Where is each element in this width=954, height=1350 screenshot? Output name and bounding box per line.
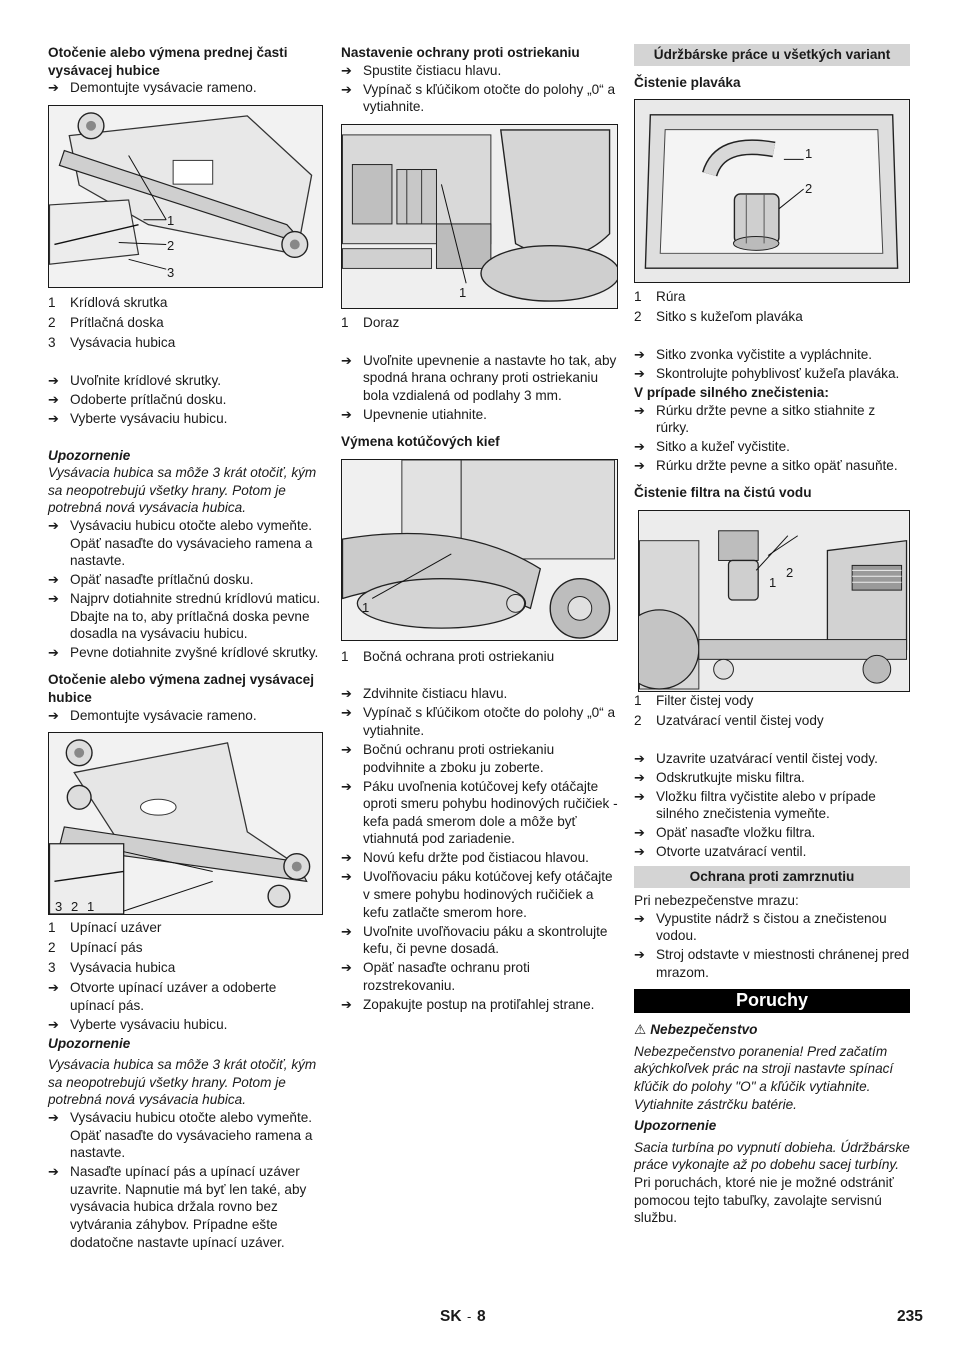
section-band-faults: Poruchy bbox=[634, 989, 910, 1014]
legend-item: 2 Sitko s kužeľom plaváka bbox=[634, 309, 803, 325]
step: ➔ Uvoľnite upevnenie a nastavte ho tak, aby spodná hrana ochrany proti ostriekaniu bola vzdialená od podlahy 3 mm. bbox=[341, 352, 617, 403]
section-title-front-nozzle: Otočenie alebo výmena prednej časti vysávacej hubice bbox=[48, 45, 288, 78]
arrow-icon: ➔ bbox=[341, 778, 352, 794]
footer-section-page: 8 bbox=[477, 1308, 486, 1325]
arrow-icon: ➔ bbox=[634, 844, 645, 860]
arrow-icon: ➔ bbox=[341, 996, 352, 1012]
step: ➔ Páku uvoľnenia kotúčovej kefy otáčajte oproti smeru pohybu hodinových ručičiek - kefa padá smerom dole a môže byť vtiahnutá pod zariadenie. bbox=[341, 778, 618, 847]
arrow-icon: ➔ bbox=[48, 80, 59, 96]
step: ➔ Vypínač s kľúčikom otočte do polohy „0“ a vytiahnite. bbox=[341, 705, 616, 739]
step: ➔ Zopakujte postup na protiľahlej strane. bbox=[341, 996, 595, 1012]
figure-water-filter bbox=[638, 510, 910, 692]
footer-dash: - bbox=[467, 1309, 472, 1324]
subheading-heavy-soiling: V prípade silného znečistenia: bbox=[634, 385, 829, 401]
arrow-icon: ➔ bbox=[634, 402, 645, 418]
callout-1: 1 bbox=[167, 212, 175, 228]
step: ➔ Opäť nasaďte vložku filtra. bbox=[634, 825, 816, 841]
section-title-disc-brushes: Výmena kotúčových kief bbox=[341, 433, 500, 449]
callout-1: 1 bbox=[805, 146, 813, 162]
arrow-icon: ➔ bbox=[634, 439, 645, 455]
arrow-icon: ➔ bbox=[48, 1164, 59, 1180]
step: ➔ Spustite čistiacu hlavu. bbox=[341, 62, 502, 78]
step: ➔ Opäť nasaďte ochranu proti rozstrekovaniu. bbox=[341, 960, 530, 993]
step: ➔ Vložku filtra vyčistite alebo v prípade silného znečistenia vymeňte. bbox=[634, 788, 876, 822]
rear-nozzle-illustration bbox=[49, 733, 322, 914]
water-filter-illustration bbox=[639, 511, 909, 691]
arrow-icon: ➔ bbox=[634, 347, 645, 363]
column-right bbox=[634, 44, 910, 1227]
arrow-icon: ➔ bbox=[48, 1110, 59, 1126]
outro-text: Pri poruchách, ktoré nie je možné odstrániť pomocou tejto tabuľky, zavolajte servisnú službu. bbox=[634, 1175, 894, 1226]
arrow-icon: ➔ bbox=[341, 352, 352, 368]
callout-3: 3 bbox=[167, 264, 175, 280]
step: ➔ Uvoľnite uvoľňovaciu páku a skontrolujte kefu, či pevne dosadá. bbox=[341, 923, 608, 957]
step: ➔ Novú kefu držte pod čistiacou hlavou. bbox=[341, 850, 589, 866]
arrow-icon: ➔ bbox=[341, 960, 352, 976]
arrow-icon: ➔ bbox=[341, 923, 352, 939]
note-text: Vysávacia hubica sa môže 3 krát otočiť, kým sa neopotrebujú všetky hrany. Potom je potrebná nová vysávacia hubica. bbox=[48, 465, 317, 516]
step: ➔ Skontrolujte pohyblivosť kužeľa plaváka. bbox=[634, 366, 900, 382]
note-title: Upozornenie bbox=[48, 1035, 131, 1051]
note-text: Sacia turbína po vypnutí dobieha. Údržbárske práce vykonajte až po dobehu sacej turbíny. bbox=[634, 1139, 910, 1173]
step: ➔ Zdvihnite čistiacu hlavu. bbox=[341, 686, 508, 702]
step: ➔ Uvoľnite krídlové skrutky. bbox=[48, 372, 222, 388]
arrow-icon: ➔ bbox=[634, 769, 645, 785]
step: ➔ Uzavrite uzatvárací ventil čistej vody. bbox=[634, 750, 878, 766]
step: ➔ Sitko zvonka vyčistite a vypláchnite. bbox=[634, 347, 873, 363]
callout-1: 1 bbox=[459, 284, 467, 300]
splash-guard-illustration bbox=[342, 125, 617, 308]
footer-page-number: 235 bbox=[897, 1308, 923, 1325]
arrow-icon: ➔ bbox=[341, 686, 352, 702]
arrow-icon: ➔ bbox=[341, 406, 352, 422]
section-title-water-filter: Čistenie filtra na čistú vodu bbox=[634, 485, 812, 501]
legend-item: 1 Rúra bbox=[634, 289, 686, 305]
note-title: Upozornenie bbox=[634, 1118, 717, 1134]
legend-item: 2 Uzatvárací ventil čistej vody bbox=[634, 712, 824, 728]
arrow-icon: ➔ bbox=[634, 825, 645, 841]
step: ➔ Demontujte vysávacie rameno. bbox=[48, 707, 257, 723]
column-left bbox=[48, 44, 323, 1253]
arrow-icon: ➔ bbox=[634, 947, 645, 963]
note-title: Upozornenie bbox=[48, 447, 131, 463]
legend-item: 1 Doraz bbox=[341, 314, 400, 330]
arrow-icon: ➔ bbox=[48, 372, 59, 388]
callout-1: 1 bbox=[87, 899, 95, 915]
section-title-rear-nozzle: Otočenie alebo výmena zadnej vysávacej hubice bbox=[48, 672, 314, 705]
frost-intro: Pri nebezpečenstve mrazu: bbox=[634, 892, 799, 908]
warning-icon: ⚠ bbox=[634, 1022, 647, 1038]
section-band-maintenance: Údržbárske práce u všetkých variant bbox=[634, 44, 910, 66]
arrow-icon: ➔ bbox=[48, 707, 59, 723]
section-title-splash-guard: Nastavenie ochrany proti ostriekaniu bbox=[341, 45, 580, 60]
step: ➔ Rúrku držte pevne a sitko opäť nasuňte. bbox=[634, 458, 898, 474]
arrow-icon: ➔ bbox=[48, 980, 59, 996]
arrow-icon: ➔ bbox=[634, 458, 645, 474]
arrow-icon: ➔ bbox=[634, 788, 645, 804]
arrow-icon: ➔ bbox=[341, 742, 352, 758]
danger-title: ⚠ Nebezpečenstvo bbox=[634, 1022, 758, 1038]
step: ➔ Rúrku držte pevne a sitko stiahnite z rúrky. bbox=[634, 402, 876, 436]
step: ➔ Vypínač s kľúčikom otočte do polohy „0“ a vytiahnite. bbox=[341, 81, 616, 115]
callout-2: 2 bbox=[805, 181, 813, 197]
arrow-icon: ➔ bbox=[341, 850, 352, 866]
arrow-icon: ➔ bbox=[341, 81, 352, 97]
step: ➔ Nasaďte upínací pás a upínací uzáver uzavrite. Napnutie má byť len také, aby vysávacia hubica držala rovno bez vytvárania záhybov. Prípadne ešte dodatočne nastavte upínací uzáver. bbox=[48, 1164, 307, 1250]
arrow-icon: ➔ bbox=[634, 750, 645, 766]
legend-item: 3 Vysávacia hubica bbox=[48, 960, 176, 976]
step: ➔ Vyberte vysávaciu hubicu. bbox=[48, 410, 228, 426]
step: ➔ Opäť nasaďte prítlačnú dosku. bbox=[48, 572, 254, 588]
arrow-icon: ➔ bbox=[48, 645, 59, 661]
danger-text: Nebezpečenstvo poranenia! Pred začatím akýchkoľvek prác na stroji nastavte spínací kľúčik do polohy "O" a kľúčik vytiahnite. Vytiahnite zástrčku batérie. bbox=[634, 1043, 894, 1112]
legend-item: 2 Upínací pás bbox=[48, 940, 143, 956]
step: ➔ Pevne dotiahnite zvyšné krídlové skrutky. bbox=[48, 645, 319, 661]
arrow-icon: ➔ bbox=[48, 518, 59, 534]
callout-1: 1 bbox=[769, 574, 777, 590]
footer-language: SK bbox=[440, 1308, 462, 1325]
figure-disc-brushes bbox=[341, 459, 618, 641]
figure-float bbox=[634, 99, 910, 283]
step: ➔ Otvorte upínací uzáver a odoberte upínací pás. bbox=[48, 980, 277, 1013]
callout-2: 2 bbox=[167, 237, 175, 253]
legend-item: 1 Bočná ochrana proti ostriekaniu bbox=[341, 648, 555, 664]
step: ➔ Sitko a kužeľ vyčistite. bbox=[634, 439, 790, 455]
legend-item: 1 Filter čistej vody bbox=[634, 692, 754, 708]
column-middle bbox=[341, 44, 618, 1015]
callout-3: 3 bbox=[55, 899, 63, 915]
arrow-icon: ➔ bbox=[341, 62, 352, 78]
step: ➔ Najprv dotiahnite strednú krídlovú maticu. Dbajte na to, aby prítlačná doska pevne dosadla na vysávaciu hubicu. bbox=[48, 591, 321, 642]
arrow-icon: ➔ bbox=[48, 391, 59, 407]
arrow-icon: ➔ bbox=[48, 572, 59, 588]
callout-2: 2 bbox=[786, 564, 794, 580]
callout-1: 1 bbox=[362, 599, 370, 615]
step: ➔ Bočnú ochranu proti ostriekaniu podvihnite a zboku ju zoberte. bbox=[341, 742, 555, 775]
step: ➔ Odoberte prítlačnú dosku. bbox=[48, 391, 227, 407]
figure-splash-guard bbox=[341, 124, 618, 309]
legend-item: 1 Krídlová skrutka bbox=[48, 294, 168, 310]
step: ➔ Otvorte uzatvárací ventil. bbox=[634, 844, 807, 860]
front-nozzle-illustration bbox=[49, 106, 322, 287]
note-text: Vysávacia hubica sa môže 3 krát otočiť, kým sa neopotrebujú všetky hrany. Potom je potrebná nová vysávacia hubica. bbox=[48, 1057, 317, 1108]
legend-item: 1 Upínací uzáver bbox=[48, 920, 162, 936]
arrow-icon: ➔ bbox=[634, 910, 645, 926]
section-band-frost: Ochrana proti zamrznutiu bbox=[634, 866, 910, 888]
callout-2: 2 bbox=[71, 899, 79, 915]
arrow-icon: ➔ bbox=[48, 591, 59, 607]
figure-rear-nozzle bbox=[48, 732, 323, 915]
step: ➔ Upevnenie utiahnite. bbox=[341, 406, 487, 422]
arrow-icon: ➔ bbox=[341, 705, 352, 721]
arrow-icon: ➔ bbox=[48, 1016, 59, 1032]
step: ➔ Vysávaciu hubicu otočte alebo vymeňte. Opäť nasaďte do vysávacieho ramena a nastavte. bbox=[48, 1110, 313, 1161]
step: ➔ Demontujte vysávacie rameno. bbox=[48, 80, 257, 96]
step: ➔ Odskrutkujte misku filtra. bbox=[634, 769, 805, 785]
arrow-icon: ➔ bbox=[48, 410, 59, 426]
step: ➔ Vyberte vysávaciu hubicu. bbox=[48, 1016, 228, 1032]
step: ➔ Vypustite nádrž s čistou a znečistenou vodou. bbox=[634, 910, 887, 944]
arrow-icon: ➔ bbox=[341, 869, 352, 885]
section-title-float: Čistenie plaváka bbox=[634, 74, 741, 90]
figure-front-nozzle bbox=[48, 105, 323, 288]
float-illustration bbox=[635, 100, 909, 282]
step: ➔ Vysávaciu hubicu otočte alebo vymeňte. Opäť nasaďte do vysávacieho ramena a nastavte. bbox=[48, 518, 313, 569]
step: ➔ Stroj odstavte v miestnosti chránenej pred mrazom. bbox=[634, 947, 910, 980]
disc-brushes-illustration bbox=[342, 460, 617, 640]
legend-item: 3 Vysávacia hubica bbox=[48, 334, 176, 350]
step: ➔ Uvoľňovaciu páku kotúčovej kefy otáčajte v smere pohybu hodinových ručičiek a kefu zatlačte smerom hore. bbox=[341, 869, 613, 920]
legend-item: 2 Prítlačná doska bbox=[48, 314, 164, 330]
arrow-icon: ➔ bbox=[634, 366, 645, 382]
